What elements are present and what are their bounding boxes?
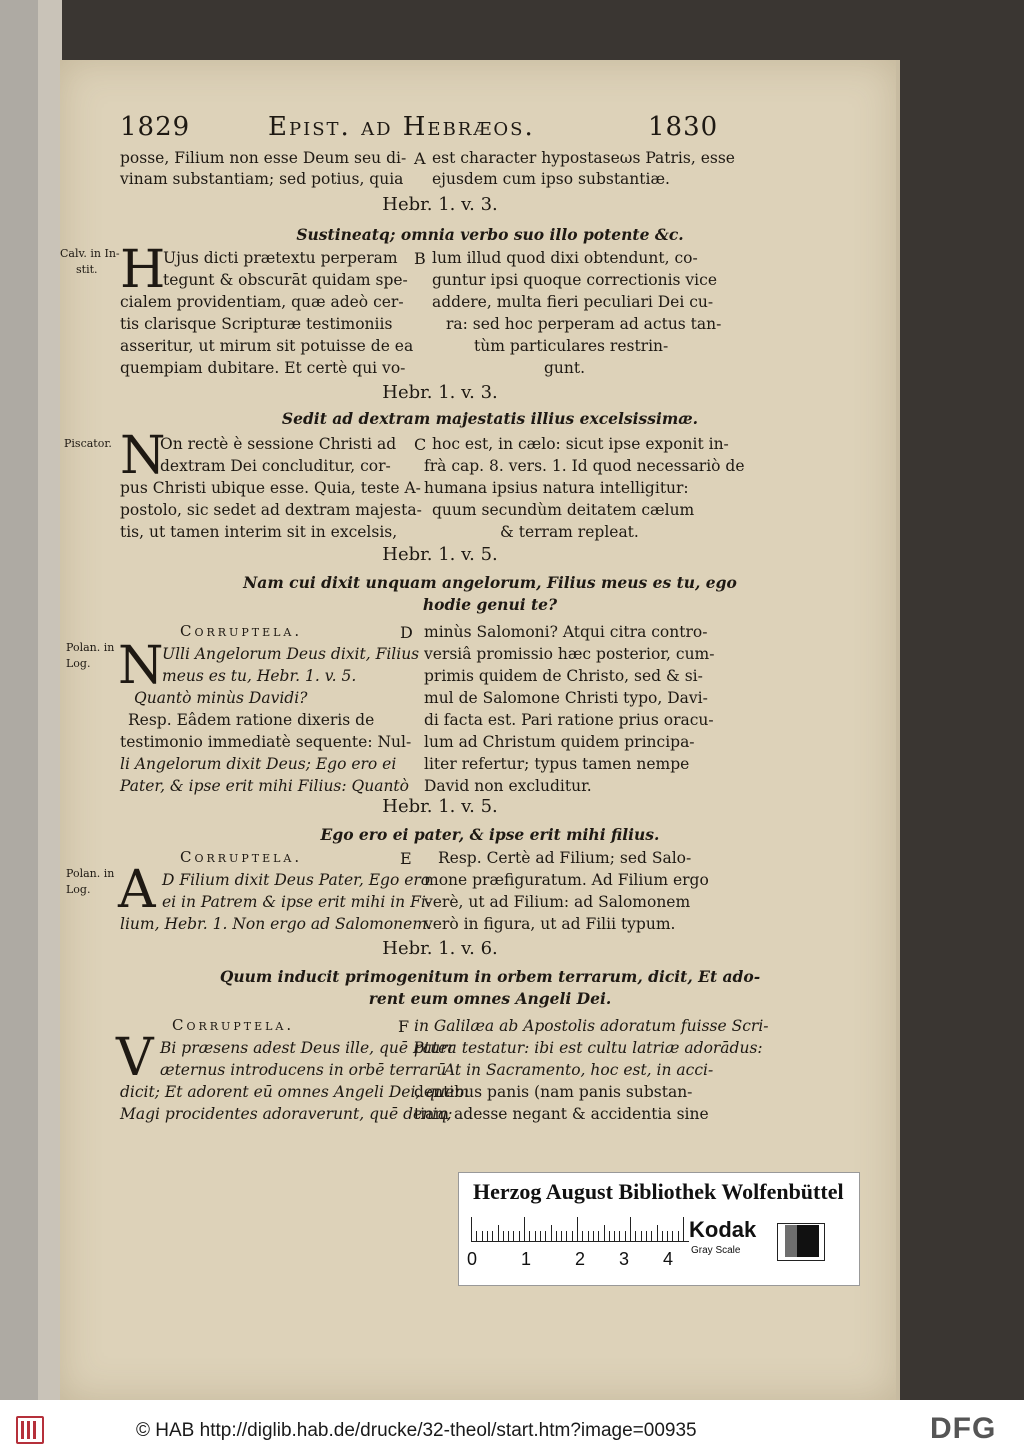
ruler-tick <box>635 1231 636 1241</box>
text-line: testimonio immediatè sequente: Nul- <box>120 733 412 751</box>
drop-capital: N <box>118 636 164 696</box>
ruler-tick <box>651 1231 652 1241</box>
text-line: æternus introducens in orbē terrarū <box>160 1061 447 1079</box>
text-line: Pater, & ipse erit mihi Filius: Quantò <box>120 777 409 795</box>
text-line: Bi præsens adest Deus ille, quē Pater <box>160 1039 455 1057</box>
ruler-tick <box>545 1231 546 1241</box>
text-line: Quantò minùs Davidi? <box>134 689 308 707</box>
text-line: mul de Salomone Christi typo, Davi- <box>424 689 708 707</box>
ruler-tick <box>582 1231 583 1241</box>
ruler-tick <box>513 1231 514 1241</box>
text-line: tegunt & obscurāt quidam spe- <box>163 271 408 289</box>
drop-capital: V <box>116 1028 154 1088</box>
text-line: quempiam dubitare. Et certè qui vo- <box>120 359 406 377</box>
section-subtitle: hodie genui te? <box>422 595 558 614</box>
text-line: ptura testatur: ibi est cultu latriæ adorādus: <box>414 1039 763 1057</box>
column-marker: C <box>414 435 427 454</box>
text-line: humana ipsius natura intelligitur: <box>424 479 689 497</box>
text-line: Resp. Certè ad Filium; sed Salo- <box>438 849 692 867</box>
text-line: On rectè è sessione Christi ad <box>160 435 397 453</box>
text-line: liter refertur; typus tamen nempe <box>424 755 690 773</box>
text-line: ei in Patrem & ipse erit mihi in Fi- <box>162 893 432 911</box>
text-line: verò in figura, ut ad Filii typum. <box>424 915 676 933</box>
text-line: verè, ut ad Filium: ad Salomonem <box>424 893 691 911</box>
ruler-tick <box>572 1231 573 1241</box>
ruler-label: 4 <box>663 1249 674 1269</box>
text-line: addere, multa fieri peculiari Dei cu- <box>432 293 714 311</box>
text-line: mone præfiguratum. Ad Filium ergo <box>424 871 709 889</box>
ruler-tick <box>672 1231 673 1241</box>
text-line: David non excluditur. <box>424 777 592 795</box>
ruler-tick <box>471 1217 472 1241</box>
ruler-tick <box>667 1231 668 1241</box>
text-line: dentibus panis (nam panis substan- <box>414 1083 693 1101</box>
marginal-note: Piscator. <box>64 437 112 450</box>
ruler-tick <box>614 1231 615 1241</box>
text-line: tis, ut tamen interim sit in excelsis, <box>120 523 398 541</box>
text-line: Magi procidentes adoraverunt, quē deniq; <box>120 1105 453 1123</box>
ruler-tick <box>556 1231 557 1241</box>
section-heading: Hebr. 1. v. 5. <box>382 544 498 565</box>
library-name: Herzog August Bibliothek Wolfenbüttel <box>473 1179 844 1204</box>
ruler-tick <box>503 1231 504 1241</box>
ruler-tick <box>529 1231 530 1241</box>
section-heading: Hebr. 1. v. 6. <box>382 938 498 959</box>
page-number-left: 1829 <box>120 112 191 142</box>
ruler-tick <box>593 1231 594 1241</box>
library-color-card <box>458 1172 860 1286</box>
ruler-tick <box>561 1231 562 1241</box>
scanner-background-edge <box>38 0 62 1400</box>
section-subtitle: Sedit ad dextram majestatis illius excelsissimæ. <box>281 409 699 428</box>
column-marker: F <box>398 1017 410 1036</box>
ruler-tick <box>683 1217 684 1241</box>
text-line: cialem providentiam, quæ adeò cer- <box>120 293 404 311</box>
text-line: tiam adesse negant & accidentia sine <box>414 1105 709 1123</box>
ruler-tick <box>604 1225 605 1241</box>
ruler-tick <box>551 1225 552 1241</box>
marginal-note: Polan. in <box>66 641 115 654</box>
text-line: postolo, sic sedet ad dextram majesta- <box>120 501 422 519</box>
drop-capital: N <box>120 426 166 486</box>
kodak-logo: Kodak <box>689 1217 757 1242</box>
ruler-tick <box>492 1231 493 1241</box>
ruler-label: 2 <box>575 1249 586 1269</box>
ruler-tick <box>678 1231 679 1241</box>
ruler-tick <box>535 1231 536 1241</box>
section-subtitle: Quum inducit primogenitum in orbem terrarum, dicit, Et ado- <box>219 967 761 986</box>
text-line: frà cap. 8. vers. 1. Id quod necessariò de <box>424 457 745 475</box>
text-line: asseritur, ut mirum sit potuisse de ea <box>120 337 414 355</box>
page-edge <box>896 60 900 1400</box>
marginal-note: Log. <box>66 657 91 670</box>
ruler-label: 0 <box>467 1249 478 1269</box>
ruler-label: 3 <box>619 1249 630 1269</box>
ruler-tick <box>577 1217 578 1241</box>
text-line: dextram Dei concluditur, cor- <box>160 457 391 475</box>
text-line: hoc est, in cælo: sicut ipse exponit in- <box>432 435 729 453</box>
ruler-tick <box>625 1231 626 1241</box>
intro-left-line: posse, Filium non esse Deum seu di- <box>120 149 407 167</box>
section-subtitle: Sustineatq; omnia verbo suo illo potente &c. <box>296 225 684 244</box>
column-marker: D <box>400 623 413 642</box>
section-subtitle: Ego ero ei pater, & ipse erit mihi filius. <box>320 825 660 844</box>
ruler-tick <box>619 1231 620 1241</box>
page-number-right: 1830 <box>648 112 719 142</box>
ruler-tick <box>598 1231 599 1241</box>
section-heading: Hebr. 1. v. 3. <box>382 382 498 403</box>
section-subtitle: Nam cui dixit unquam angelorum, Filius meus es tu, ego <box>243 573 737 592</box>
marginal-note: Polan. in <box>66 867 115 880</box>
ruler-tick <box>609 1231 610 1241</box>
text-line: guntur ipsi quoque correctionis vice <box>432 271 717 289</box>
text-line: minùs Salomoni? Atqui citra contro- <box>424 623 708 641</box>
text-line: li Angelorum dixit Deus; Ego ero ei <box>120 755 397 773</box>
text-line: D Filium dixit Deus Pater, Ego ero <box>162 871 431 889</box>
ruler-label: 1 <box>521 1249 532 1269</box>
running-title: Epist. ad Hebræos. <box>268 112 535 142</box>
text-line: lium, Hebr. 1. Non ergo ad Salomonem. <box>120 915 432 933</box>
corruptela-label: Corruptela. <box>180 622 303 640</box>
ruler-tick <box>508 1231 509 1241</box>
text-line: di facta est. Pari ratione prius oracu- <box>424 711 714 729</box>
corruptela-label: Corruptela. <box>180 848 303 866</box>
text-line: in Galilæa ab Apostolis adoratum fuisse Scri- <box>414 1017 769 1035</box>
ruler-tick <box>498 1225 499 1241</box>
kodak-subtitle: Gray Scale <box>691 1245 741 1256</box>
gray-swatch-gray <box>785 1225 797 1257</box>
intro-right-line: est character hypostaseωs Patris, esse <box>432 149 735 167</box>
intro-left-line: vinam substantiam; sed potius, quia <box>120 170 404 188</box>
ruler-tick <box>476 1231 477 1241</box>
text-line: Ulli Angelorum Deus dixit, Filius <box>162 645 420 663</box>
text-line: versiâ promissio hæc posterior, cum- <box>424 645 715 663</box>
corruptela-label: Corruptela. <box>172 1016 295 1034</box>
ruler-tick <box>487 1231 488 1241</box>
ruler-tick <box>630 1217 631 1241</box>
text-line: quum secundùm deitatem cælum <box>432 501 695 519</box>
text-line: primis quidem de Christo, sed & si- <box>424 667 703 685</box>
intro-right-line: ejusdem cum ipso substantiæ. <box>432 170 670 188</box>
text-line: ra: sed hoc perperam ad actus tan- <box>446 315 722 333</box>
ruler-tick <box>482 1231 483 1241</box>
ruler-tick <box>646 1231 647 1241</box>
ruler-tick <box>662 1231 663 1241</box>
section-heading: Hebr. 1. v. 5. <box>382 796 498 817</box>
drop-capital: H <box>120 240 166 300</box>
ruler-tick <box>524 1217 525 1241</box>
text-line: At in Sacramento, hoc est, in acci- <box>444 1061 714 1079</box>
ruler-tick <box>566 1231 567 1241</box>
text-line: Resp. Eâdem ratione dixeris de <box>128 711 375 729</box>
ruler <box>471 1217 689 1242</box>
marginal-note: Log. <box>66 883 91 896</box>
hab-logo-icon <box>16 1416 44 1444</box>
section-subtitle: rent eum omnes Angeli Dei. <box>368 989 612 1008</box>
copyright-url[interactable]: © HAB http://diglib.hab.de/drucke/32-theol/start.htm?image=00935 <box>136 1420 697 1441</box>
drop-capital: A <box>118 860 156 920</box>
ruler-tick <box>519 1231 520 1241</box>
column-marker: E <box>400 849 412 868</box>
ruler-tick <box>657 1225 658 1241</box>
text-line: tùm particulares restrin- <box>474 337 669 355</box>
section-heading: Hebr. 1. v. 3. <box>382 194 498 215</box>
text-line: tis clarisque Scripturæ testimoniis <box>120 315 393 333</box>
gray-swatch-black <box>797 1225 819 1257</box>
column-marker: A <box>414 149 426 168</box>
text-line: lum ad Christum quidem principa- <box>424 733 695 751</box>
marginal-note: stit. <box>76 263 98 276</box>
ruler-tick <box>588 1231 589 1241</box>
ruler-tick <box>641 1231 642 1241</box>
text-line: pus Christi ubique esse. Quia, teste A- <box>120 479 421 497</box>
text-line: meus es tu, Hebr. 1. v. 5. <box>162 667 357 685</box>
dfg-logo: DFG <box>930 1412 997 1445</box>
text-line: Ujus dicti prætextu perperam <box>163 249 398 267</box>
text-line: dicit; Et adorent eū omnes Angeli Dei, quem <box>120 1083 470 1101</box>
marginal-note: Calv. in In- <box>60 247 120 260</box>
ruler-tick <box>540 1231 541 1241</box>
text-line: gunt. <box>544 359 586 377</box>
text-line: lum illud quod dixi obtendunt, co- <box>432 249 698 267</box>
column-marker: B <box>414 249 426 268</box>
text-line: & terram repleat. <box>500 523 639 541</box>
